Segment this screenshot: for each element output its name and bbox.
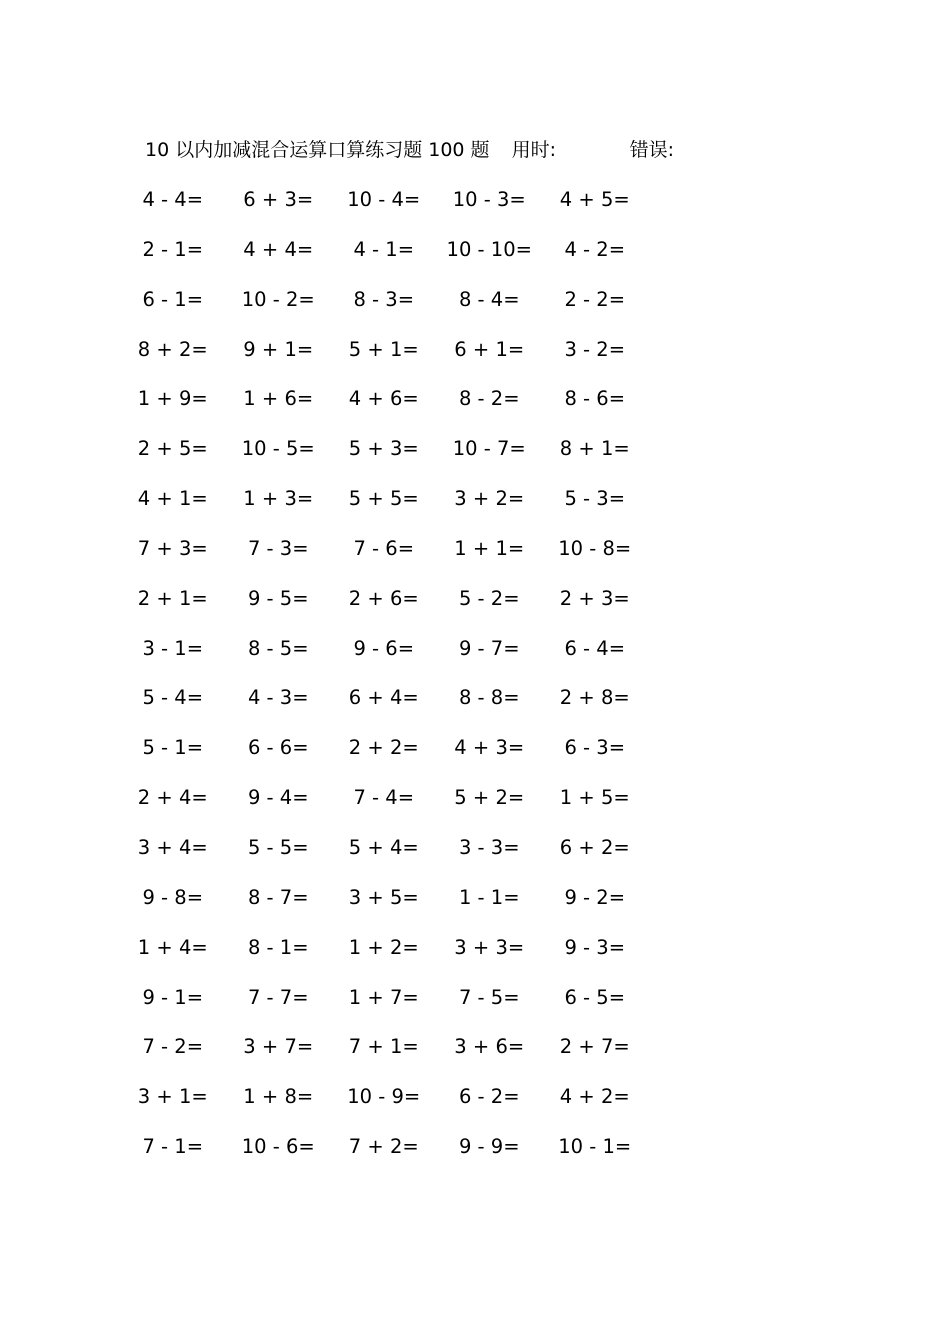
- problem-row: [120, 287, 700, 337]
- problem-item: 4 + 4=: [243, 237, 314, 261]
- problem-item: 7 - 6=: [353, 536, 415, 560]
- problem-item: 9 - 5=: [247, 586, 309, 610]
- problem-item: 6 + 3=: [243, 188, 314, 211]
- problem-item: 10 - 3=: [452, 188, 526, 211]
- problem-item: 9 - 2=: [564, 885, 626, 909]
- problem-item: 3 + 4=: [137, 835, 208, 859]
- problem-item: 10 - 2=: [241, 287, 315, 311]
- problem-row: [120, 486, 700, 536]
- problem-item: 6 + 1=: [454, 337, 525, 361]
- problem-item: 7 - 3=: [247, 536, 309, 560]
- problem-item: 2 + 6=: [348, 586, 419, 610]
- problem-item: 7 + 1=: [348, 1035, 419, 1059]
- problem-item: 4 - 1=: [353, 237, 415, 261]
- problem-item: 6 + 4=: [348, 686, 419, 710]
- problem-row: [120, 935, 700, 985]
- problem-item: 8 - 5=: [247, 636, 309, 660]
- problem-item: 2 + 5=: [137, 437, 208, 461]
- problem-item: 2 + 3=: [559, 586, 630, 610]
- problem-item: 4 + 3=: [454, 736, 525, 760]
- problem-item: 5 + 4=: [348, 835, 419, 859]
- problem-item: 1 + 7=: [348, 985, 419, 1009]
- problem-item: 5 + 2=: [454, 786, 525, 810]
- problem-item: 2 + 8=: [559, 686, 630, 710]
- problem-item: 5 + 3=: [348, 437, 419, 461]
- problem-item: 3 + 5=: [348, 885, 419, 909]
- problem-row: [120, 536, 700, 586]
- problem-item: 8 - 1=: [247, 935, 309, 959]
- problem-item: 5 - 2=: [458, 586, 520, 610]
- problem-item: 9 - 6=: [353, 636, 415, 660]
- problem-item: 1 + 3=: [243, 487, 314, 511]
- problem-item: 10 - 4=: [347, 188, 421, 211]
- problem-item: 5 - 3=: [564, 487, 626, 511]
- problem-item: 10 - 1=: [558, 1135, 632, 1159]
- problem-item: 9 - 3=: [564, 935, 626, 959]
- problem-item: 10 - 7=: [452, 437, 526, 461]
- problem-item: 4 + 2=: [559, 1085, 630, 1109]
- problem-item: 2 + 7=: [559, 1035, 630, 1059]
- problem-item: 6 + 2=: [559, 835, 630, 859]
- problem-item: 9 - 7=: [458, 636, 520, 660]
- problem-row: [120, 1084, 700, 1134]
- time-label: 用时:: [511, 139, 556, 161]
- problem-item: 9 - 1=: [142, 985, 204, 1009]
- problem-item: 5 - 4=: [142, 686, 204, 710]
- problem-row: [120, 985, 700, 1035]
- problem-item: 4 + 5=: [559, 188, 630, 211]
- problem-item: 9 + 1=: [243, 337, 314, 361]
- problem-item: 6 - 6=: [247, 736, 309, 760]
- problem-row: [120, 436, 700, 486]
- problem-row: [120, 885, 700, 935]
- problem-item: 9 - 9=: [458, 1135, 520, 1159]
- problem-item: 3 - 2=: [564, 337, 626, 361]
- problem-item: 3 + 6=: [454, 1035, 525, 1059]
- problem-item: 8 - 2=: [458, 387, 520, 411]
- problem-item: 1 - 1=: [458, 885, 520, 909]
- problem-item: 10 - 5=: [241, 437, 315, 461]
- problem-item: 8 - 4=: [458, 287, 520, 311]
- problem-item: 10 - 6=: [241, 1135, 315, 1159]
- problem-item: 8 - 3=: [353, 287, 415, 311]
- problem-item: 9 - 4=: [247, 786, 309, 810]
- problem-row: [120, 685, 700, 735]
- problem-item: 1 + 2=: [348, 935, 419, 959]
- problem-row: [120, 187, 700, 237]
- problem-grid: [120, 187, 700, 1184]
- problem-item: 10 - 8=: [558, 536, 632, 560]
- problem-item: 3 + 7=: [243, 1035, 314, 1059]
- problem-item: 10 - 10=: [446, 237, 532, 261]
- problem-item: 8 - 6=: [564, 387, 626, 411]
- problem-item: 7 + 3=: [137, 536, 208, 560]
- problem-item: 4 - 4=: [142, 188, 204, 211]
- problem-item: 2 + 1=: [137, 586, 208, 610]
- problem-item: 5 + 1=: [348, 337, 419, 361]
- problem-item: 9 - 8=: [142, 885, 204, 909]
- problem-item: 6 - 3=: [564, 736, 626, 760]
- problem-row: [120, 636, 700, 686]
- problem-item: 6 - 5=: [564, 985, 626, 1009]
- worksheet-header: [145, 137, 674, 163]
- problem-item: 5 - 1=: [142, 736, 204, 760]
- problem-item: 1 + 1=: [454, 536, 525, 560]
- problem-item: 7 - 2=: [142, 1035, 204, 1059]
- problem-item: 2 + 4=: [137, 786, 208, 810]
- problem-item: 6 - 4=: [564, 636, 626, 660]
- problem-item: 4 + 6=: [348, 387, 419, 411]
- problem-row: [120, 1034, 700, 1084]
- problem-item: 7 - 5=: [458, 985, 520, 1009]
- problem-item: 1 + 9=: [137, 387, 208, 411]
- problem-item: 2 + 2=: [348, 736, 419, 760]
- problem-item: 1 + 8=: [243, 1085, 314, 1109]
- problem-row: [120, 386, 700, 436]
- problem-item: 8 - 8=: [458, 686, 520, 710]
- problem-item: 3 + 2=: [454, 487, 525, 511]
- problem-item: 7 - 4=: [353, 786, 415, 810]
- problem-item: 4 + 1=: [137, 487, 208, 511]
- problem-item: 5 - 5=: [247, 835, 309, 859]
- problem-row: [120, 785, 700, 835]
- error-label: 错误:: [629, 139, 674, 161]
- problem-row: [120, 735, 700, 785]
- problem-item: 3 - 1=: [142, 636, 204, 660]
- problem-item: 3 + 1=: [137, 1085, 208, 1109]
- problem-row: [120, 586, 700, 636]
- problem-row: [120, 835, 700, 885]
- problem-item: 1 + 6=: [243, 387, 314, 411]
- problem-item: 3 + 3=: [454, 935, 525, 959]
- problem-item: 8 + 2=: [137, 337, 208, 361]
- problem-item: 8 - 7=: [247, 885, 309, 909]
- problem-item: 6 - 1=: [142, 287, 204, 311]
- problem-item: 4 - 2=: [564, 237, 626, 261]
- problem-item: 6 - 2=: [458, 1085, 520, 1109]
- problem-row: [120, 237, 700, 287]
- problem-row: [120, 337, 700, 387]
- worksheet-title: 10 以内加减混合运算口算练习题 100 题: [145, 139, 490, 161]
- problem-row: [120, 1134, 700, 1184]
- problem-item: 5 + 5=: [348, 487, 419, 511]
- problem-item: 7 + 2=: [348, 1135, 419, 1159]
- problem-item: 7 - 1=: [142, 1135, 204, 1159]
- problem-item: 1 + 4=: [137, 935, 208, 959]
- problem-item: 8 + 1=: [559, 437, 630, 461]
- problem-item: 10 - 9=: [347, 1085, 421, 1109]
- problem-item: 7 - 7=: [247, 985, 309, 1009]
- problem-item: 3 - 3=: [458, 835, 520, 859]
- problem-item: 4 - 3=: [247, 686, 309, 710]
- problem-item: 2 - 2=: [564, 287, 626, 311]
- problem-item: 2 - 1=: [142, 237, 204, 261]
- problem-item: 1 + 5=: [559, 786, 630, 810]
